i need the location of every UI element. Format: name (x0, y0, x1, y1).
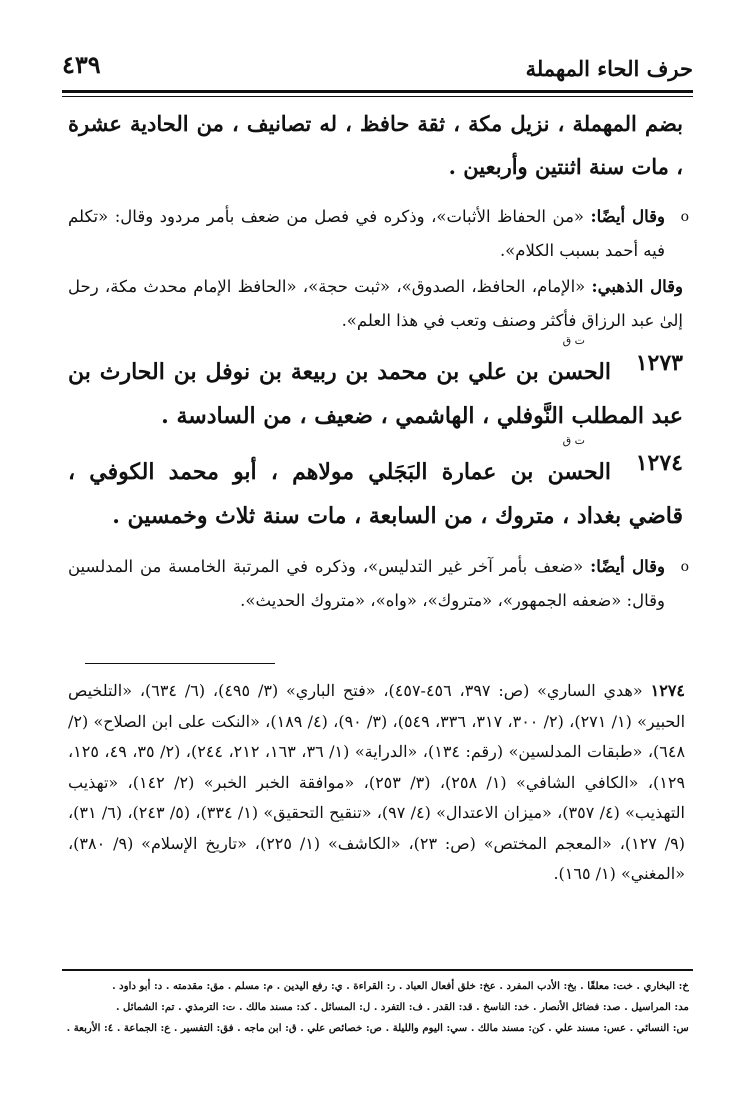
entry-symbols: ت ق (562, 434, 585, 447)
abbreviations-key (64, 976, 689, 1039)
entry-text: الحسن بن عمارة البَجَلي مولاهم ، أبو محمد الكوفي ، قاضي بغداد ، متروك ، من السابعة ، مات سنة ثلاث وخمسين . (68, 459, 683, 529)
note-ibn-hajar-2 (68, 550, 689, 618)
note-ibn-hajar-1 (68, 200, 689, 268)
footnote (68, 676, 685, 890)
page-header (62, 40, 693, 90)
bullet-circle-icon: o (680, 559, 689, 575)
entry-1273 (68, 334, 683, 438)
note-lead: وقال أيضًا: (590, 557, 665, 576)
note-dhahabi (68, 270, 683, 338)
entry-text: الحسن بن علي بن محمد بن ربيعة بن نوفل بن الحارث بن عبد المطلب النَّوفلي ، الهاشمي ، ضعيف ، من السادسة . (68, 359, 683, 429)
dhahabi-lead: وقال الذهبي: (591, 277, 683, 296)
entry-symbols: ت ق (562, 334, 585, 347)
footnote-number: ١٢٧٤ (650, 681, 686, 700)
abbreviations-rule (62, 969, 693, 971)
footnote-separator (85, 663, 275, 664)
note-text: «ضعف بأمر آخر غير التدليس»، وذكره في المرتبة الخامسة من المدلسين وقال: «ضعفه الجمهور»، «متروك»، «واه»، «متروك الحديث». (68, 557, 665, 610)
note-text: «من الحفاظ الأثبات»، وذكره في فصل من ضعف بأمر مردود وقال: «تكلم فيه أحمد بسبب الكلام». (68, 207, 665, 260)
header-rule-thin (62, 96, 693, 97)
note-lead: وقال أيضًا: (590, 207, 666, 226)
continued-entry: بضم المهملة ، نزيل مكة ، ثقة حافظ ، له تصانيف ، من الحادية عشرة ، مات سنة اثنتين وأربعين . (68, 111, 683, 179)
entry-number: ١٢٧٣ (635, 350, 683, 376)
abbreviations-line: مد: المراسيل . صد: فضائل الأنصار . خد: الناسخ . قد: القدر . ف: التفرد . ل: المسائل . كد: مسند مالك . ت: الترمذي . تم: الشمائل . (115, 1001, 689, 1013)
header-rule-thick (62, 90, 693, 93)
entry-number: ١٢٧٤ (635, 450, 683, 476)
abbreviations-line: خ: البخاري . خت: معلقًا . بخ: الأدب المفرد . عخ: خلق أفعال العباد . ر: القراءة . ي: رفع اليدين . م: مسلم . مق: مقدمته . د: أبو داود . (112, 980, 689, 992)
main-text (68, 102, 689, 618)
page-number: ٤٣٩ (62, 50, 101, 79)
entry-1274 (68, 434, 683, 538)
chapter-title: حرف الحاء المهملة (525, 56, 693, 81)
bullet-circle-icon: o (680, 209, 689, 225)
abbreviations-line: س: النسائي . عس: مسند علي . كن: مسند مالك . سي: اليوم والليلة . ص: خصائص علي . ق: ابن ماجه . فق: التفسير . ع: الجماعة . ٤: الأربعة . (66, 1022, 689, 1034)
footnote-text: «هدي الساري» (ص: ٣٩٧، ٤٥٦-٤٥٧)، «فتح الباري» (٣/ ٤٩٥)، (٦/ ٦٣٤)، «التلخيص الحبير» (١/ ٢٧١)، (٢/ ٣٠٠، ٣١٧، ٣٣٦، ٥٤٩)، (٣/ ٩٠)، (٤/ ١٨٩)، «النكت على ابن الصلاح» (٢/ ٦٤٨)، «طبقات المدلسين» (رقم: ١٣٤)، «الدراية» (١/ ٣٦، ١٦٣، ٢١٢، ٢٤٤)، (٢/ ٣٥، ٤٩، ١٢٥، ١٢٩)، «الكافي الشافي» (١/ ٢٥٨)، (٣/ ٢٥٣)، «موافقة الخبر الخبر» (٢/ ١٤٢)، «تهذيب التهذيب» (٤/ ٣٥٧)، «ميزان الاعتدال» (٤/ ٩٧)، «تنقيح التحقيق» (١/ ٣٣٤)، (٥/ ٢٤٣)، (٦/ ٣١)، (٩/ ١٢٧)، «المعجم المختص» (ص: ٢٣)، «الكاشف» (١/ ٢٢٥)، «تاريخ الإسلام» (٩/ ٣٨٠)، «المغني» (١/ ١٦٥). (68, 681, 686, 883)
dhahabi-text: «الإمام، الحافظ، الصدوق»، «ثبت حجة»، «الحافظ الإمام محدث مكة، رحل إلىٰ عبد الرزاق فأكثر وصنف وتعب في هذا العلم». (68, 277, 683, 330)
